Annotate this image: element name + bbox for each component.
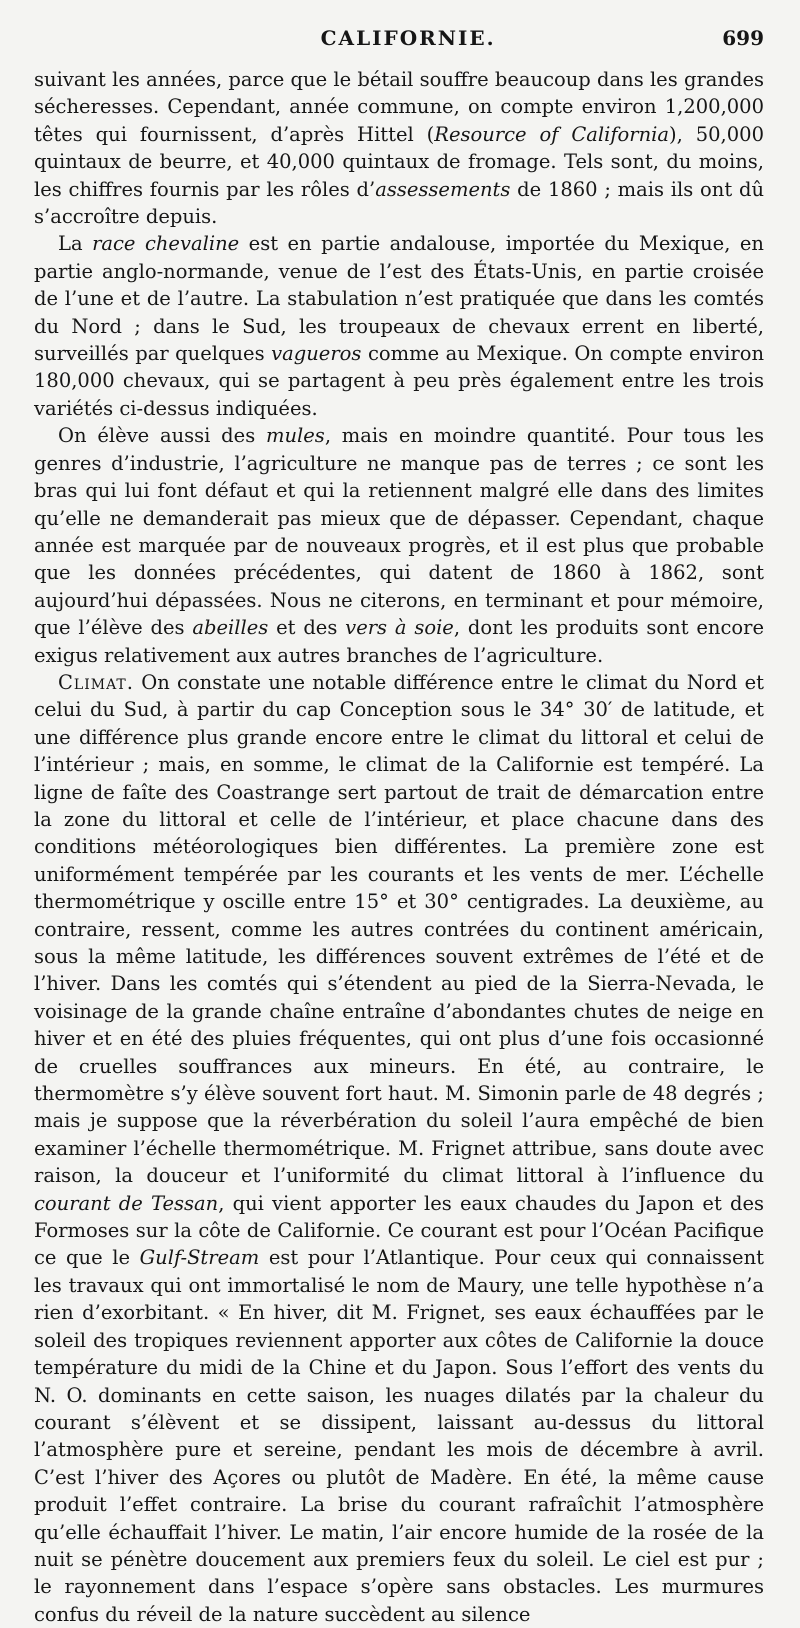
italic-text: courant de Tessan (34, 1191, 219, 1215)
italic-text: Gulf-Stream (139, 1246, 260, 1270)
text-run: comme au Mexique. On compte environ 180,000 chevaux, qui se partagent à peu près également entre les trois variétés ci-dessus indiquées. (34, 342, 764, 420)
italic-text: race chevaline (92, 232, 240, 256)
italic-text: vers à soie (345, 616, 454, 640)
text-run: On élève aussi des (58, 424, 266, 448)
page-body (34, 66, 764, 1628)
text-run: La (58, 232, 93, 256)
section-heading: Climat. (58, 670, 134, 694)
italic-text: mules (265, 424, 325, 448)
text-run: On constate une notable différence entre le climat du Nord et celui du Sud, à partir du cap Conception sous le 34° 30′ de latitude, et une différence plus grande encore entre le climat du littoral et celui de l’intérieur ; mais, en somme, le climat de la Californie est tempéré. La ligne de faîte des Coastrange sert partout de trait de démarcation entre la zone du littoral et celle de l’intérieur, et place chacune dans des conditions météorologiques bien différentes. La première zone est uniformément tempérée par les courants et les vents de mer. L’échelle thermométrique y oscille entre 15° et 30° centigrades. La deuxième, au contraire, ressent, comme les autres contrées du continent américain, sous la même latitude, les différences souvent extrêmes de l’été et de l’hiver. Dans les comtés qui s’étendent au pied de la Sierra-Nevada, le voisinage de la grande chaîne entraîne d’abondantes chutes de neige en hiver et en été des pluies fréquentes, qui ont plus d’une fois occasionné de cruelles souffrances aux mineurs. En été, au contraire, le thermomètre s’y élève souvent fort haut. M. Simonin parle de 48 degrés ; mais je suppose que la réverbération du soleil l’aura empêché de bien examiner l’échelle thermométrique. M. Frignet attribue, sans doute avec raison, la douceur et l’uniformité du climat littoral à l’influence du (34, 670, 764, 1188)
text-run: de 1860 ; mais ils ont dû s’accroître depuis. (34, 177, 765, 229)
text-run: , mais en moindre quantité. Pour tous les genres d’industrie, l’agriculture ne manque pas de terres ; ce sont les bras qui lui font défaut et qui la retiennent malgré elle dans des limites qu’elle ne demanderait pas mieux que de dépasser. Cependant, chaque année est marquée par de nouveaux progrès, et il est plus que probable que les données précédentes, qui datent de 1860 à 1862, sont aujourd’hui dépassées. Nous ne citerons, en terminant et pour mémoire, que l’élève des (34, 424, 764, 640)
italic-text: abeilles (192, 616, 269, 640)
text-run: , dont les produits sont encore exigus relativement aux autres branches de l’agriculture. (34, 616, 764, 667)
running-head: CALIFORNIE. (320, 26, 496, 50)
paragraph (34, 66, 764, 230)
italic-text: Resource of California (434, 122, 670, 146)
text-run: est pour l’Atlantique. Pour ceux qui connaissent les travaux qui ont immortalisé le nom de Maury, une telle hypothèse n’a rien d’exorbitant. « En hiver, dit M. Frignet, ses eaux échauffées par le soleil des tropiques reviennent apporter aux côtes de Californie la douce température du midi de la Chine et du Japon. Sous l’effort des vents du N. O. dominants en cette saison, les nuages dilatés par la chaleur du courant s’élèvent et se dissipent, laissant au-dessus du littoral l’atmosphère pure et sereine, pendant les mois de décembre à avril. C’est l’hiver des Açores ou plutôt de Madère. En été, la même cause produit l’effet contraire. La brise du courant rafraîchit l’atmosphère qu’elle échauffait l’hiver. Le matin, l’air encore humide de la rosée de la nuit se pénètre doucement aux premiers feux du soleil. Le ciel est pur ; le rayonnement dans l’espace s’opère sans obstacles. Les murmures confus du réveil de la nature succèdent au silence (34, 1246, 764, 1626)
page-number: 699 (722, 26, 764, 50)
italic-text: assessements (375, 177, 511, 201)
text-run: et des (268, 616, 346, 640)
paragraph (34, 669, 764, 1628)
paragraph (34, 230, 764, 422)
text-run: ), 50,000 quintaux de beurre, et 40,000 quintaux de fromage. Tels sont, du moins, les chiffres fournis par les rôles d’ (34, 122, 764, 201)
text-run: , qui vient apporter les eaux chaudes du Japon et des Formoses sur la côte de Californie. Ce courant est pour l’Océan Pacifique ce que le (34, 1191, 764, 1270)
text-run: suivant les années, parce que le bétail souffre beaucoup dans les grandes sécheresses. Cependant, année commune, on compte environ 1,200,000 têtes qui fournissent, d’après Hittel ( (34, 68, 764, 146)
paragraph (34, 422, 764, 669)
italic-text: vagueros (271, 342, 362, 366)
text-run: est en partie andalouse, importée du Mexique, en partie anglo-normande, venue de l’est des États-Unis, en partie croisée de l’une et de l’autre. La stabulation n’est pratiquée que dans les comtés du Nord ; dans le Sud, les troupeaux de chevaux errent en liberté, surveillés par quelques (34, 232, 764, 366)
page-header (34, 26, 764, 64)
